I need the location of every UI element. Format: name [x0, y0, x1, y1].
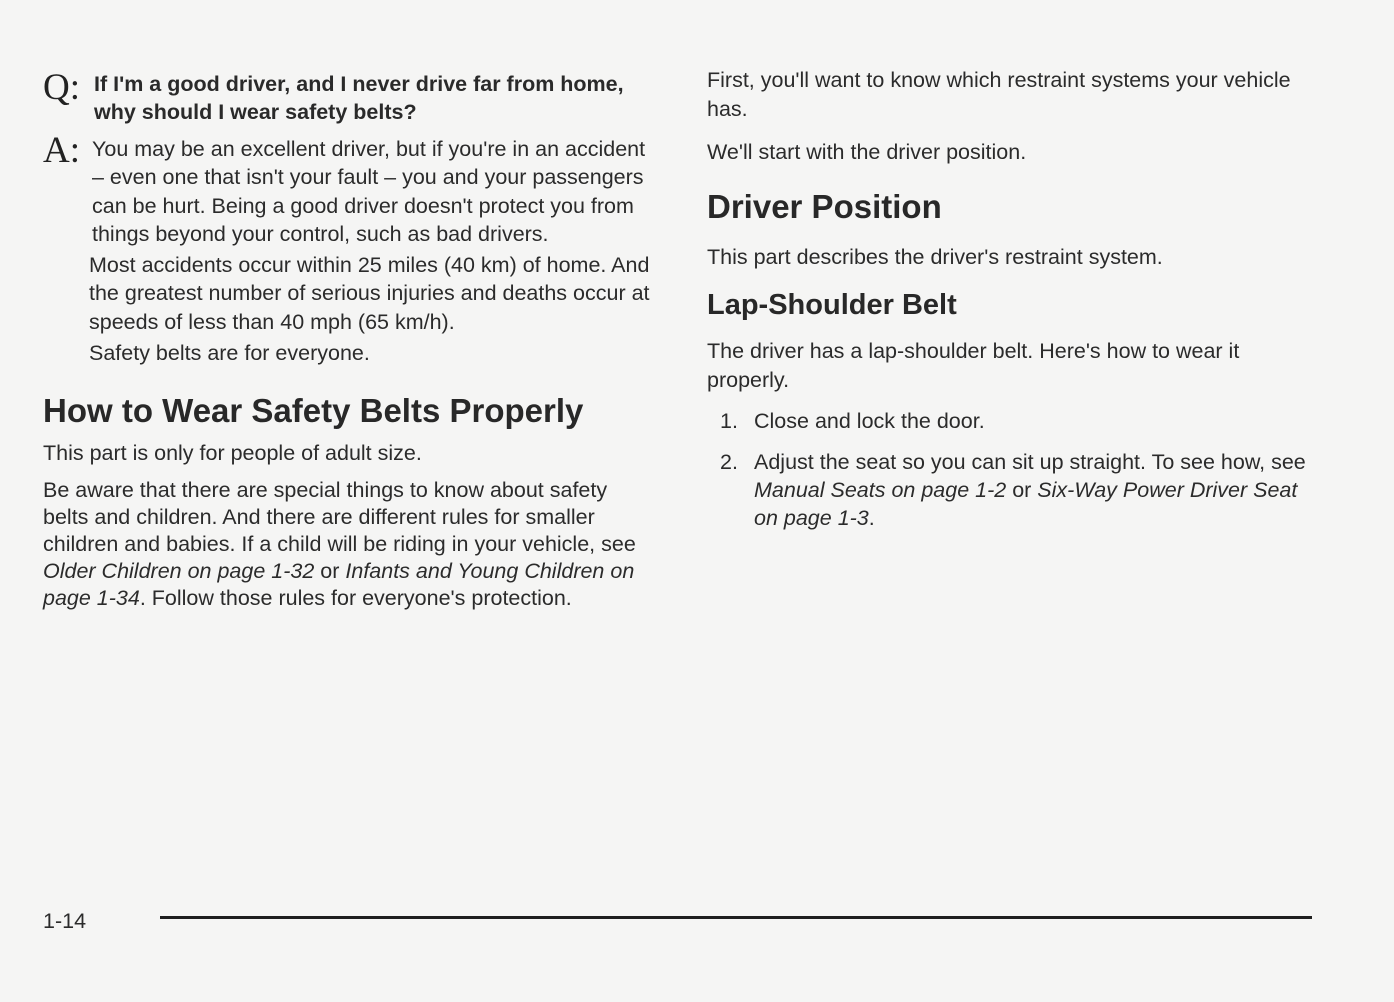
lap-shoulder-belt-description: The driver has a lap-shoulder belt. Here's how to wear it properly. — [707, 338, 1240, 392]
children-paragraph-text-1: Be aware that there are special things to know about safety belts and children. And there are different rules for smaller children and babies. If a child will be riding in your vehicle, see — [43, 477, 636, 556]
link-six-way-power-seat[interactable]: Six-Way Power Driver Seat on page 1-3 — [754, 478, 1298, 531]
children-paragraph-text-3: . Follow those rules for everyone's protection. — [139, 585, 572, 610]
answer-mark: A: — [43, 130, 80, 171]
link-infants-young-children[interactable]: Infants and Young Children on page 1-34 — [43, 558, 635, 610]
children-paragraph — [43, 477, 653, 612]
intro-paragraph: First, you'll want to know which restraint systems your vehicle has. — [707, 68, 1291, 121]
list-item — [707, 407, 1327, 435]
answer-paragraph-2: Most accidents occur within 25 miles (40 km) of home. And the greatest number of serious injuries and deaths occur at speeds of less than 40 mph (65 km/h). — [89, 253, 650, 334]
footer-divider — [160, 916, 1312, 919]
question-block — [43, 67, 653, 126]
adult-size-paragraph: This part is only for people of adult size. — [43, 441, 422, 466]
left-column — [43, 67, 653, 612]
answer-paragraph-3: Safety belts are for everyone. — [89, 341, 370, 366]
steps-list — [707, 407, 1327, 533]
step-number: 1. — [720, 408, 738, 433]
question-mark: Q: — [43, 67, 80, 108]
question-text: If I'm a good driver, and I never drive far from home, why should I wear safety belts? — [94, 72, 624, 124]
answer-block — [43, 130, 653, 248]
step-text: Close and lock the door. — [754, 408, 985, 433]
driver-position-description: This part describes the driver's restraint system. — [707, 245, 1163, 270]
children-paragraph-text-2: or — [314, 558, 346, 583]
driver-position-heading: Driver Position — [707, 188, 942, 226]
answer-text: You may be an excellent driver, but if you're in an accident – even one that isn't your fault – you and your passengers can be hurt. Being a good driver doesn't protect you from things beyond your control, such as bad drivers. — [92, 137, 646, 246]
section-heading: How to Wear Safety Belts Properly — [43, 392, 584, 430]
step-text-2: or — [1006, 478, 1038, 503]
step-text-3: . — [868, 506, 875, 531]
page-number: 1-14 — [43, 909, 87, 933]
lap-shoulder-belt-heading: Lap-Shoulder Belt — [707, 288, 957, 321]
driver-position-intro: We'll start with the driver position. — [707, 140, 1027, 164]
link-manual-seats[interactable]: Manual Seats on page 1-2 — [754, 478, 1007, 503]
step-number: 2. — [720, 449, 738, 474]
step-text-1: Adjust the seat so you can sit up straight. To see how, see — [754, 449, 1306, 474]
list-item — [707, 448, 1327, 533]
link-older-children[interactable]: Older Children on page 1-32 — [43, 558, 315, 583]
right-column — [707, 66, 1327, 533]
